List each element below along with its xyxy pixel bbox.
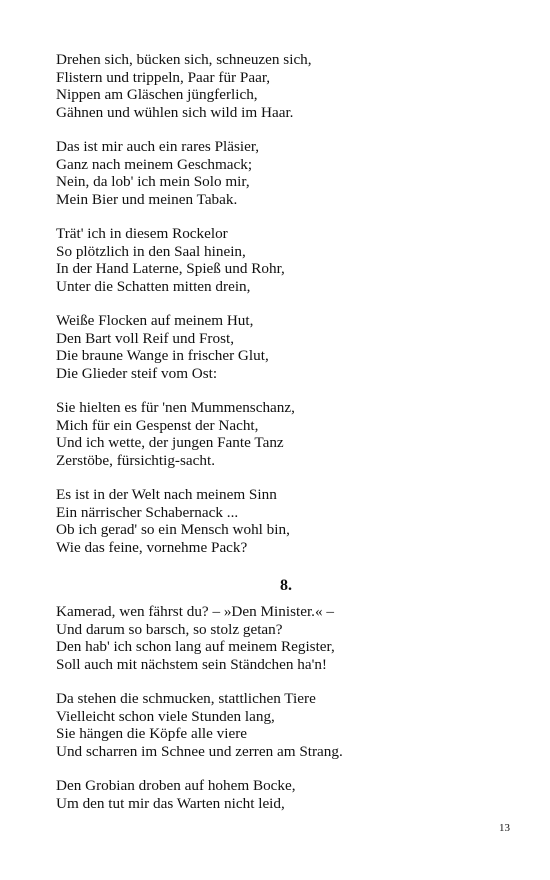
page-number: 13 — [499, 822, 510, 834]
verse-line: Mein Bier und meinen Tabak. — [56, 190, 238, 208]
verse-line: Die Glieder steif vom Ost: — [56, 364, 218, 382]
stanza — [56, 486, 516, 556]
verse-line: Sie hielten es für 'nen Mummenschanz, — [56, 399, 295, 416]
stanza — [56, 225, 516, 295]
poem-text — [56, 51, 516, 829]
verse-line: Das ist mir auch ein rares Pläsier, — [56, 138, 260, 155]
verse-line: Nein, da lob' ich mein Solo mir, — [56, 173, 250, 190]
verse-line: Und scharren im Schnee und zerren am Strang. — [56, 742, 343, 760]
verse-line: Vielleicht schon viele Stunden lang, — [56, 707, 275, 725]
verse-line: Den Bart voll Reif und Frost, — [56, 329, 235, 347]
verse-line: Sie hängen die Köpfe alle viere — [56, 725, 248, 742]
stanza — [56, 312, 516, 382]
verse-line: Um den tut mir das Warten nicht leid, — [56, 794, 285, 812]
stanza — [56, 777, 516, 812]
verse-line: Und darum so barsch, so stolz getan? — [56, 620, 283, 638]
stanza — [56, 690, 516, 760]
stanza — [56, 399, 516, 469]
verse-line: Zerstöbe, fürsichtig-sacht. — [56, 451, 215, 469]
verse-line: Mich für ein Gespenst der Nacht, — [56, 416, 259, 434]
verse-line: Ob ich gerad' so ein Mensch wohl bin, — [56, 521, 290, 538]
verse-line: Soll auch mit nächstem sein Ständchen ha'n! — [56, 655, 327, 673]
verse-line: Unter die Schatten mitten drein, — [56, 277, 251, 295]
section-number-heading: 8. — [280, 577, 292, 594]
verse-line: Es ist in der Welt nach meinem Sinn — [56, 486, 277, 503]
verse-line: Wie das feine, vornehme Pack? — [56, 538, 248, 556]
verse-line: Den Grobian droben auf hohem Bocke, — [56, 777, 296, 794]
verse-line: Trät' ich in diesem Rockelor — [56, 225, 228, 242]
verse-line: Weiße Flocken auf meinem Hut, — [56, 312, 254, 329]
stanza — [56, 138, 516, 208]
verse-line: Nippen am Gläschen jüngferlich, — [56, 86, 258, 103]
verse-line: So plötzlich in den Saal hinein, — [56, 242, 246, 260]
verse-line: Ganz nach meinem Geschmack; — [56, 155, 253, 173]
verse-line: Da stehen die schmucken, stattlichen Tiere — [56, 690, 316, 707]
stanza — [56, 51, 516, 121]
verse-line: In der Hand Laterne, Spieß und Rohr, — [56, 260, 285, 277]
verse-line: Ein närrischer Schabernack ... — [56, 503, 239, 521]
verse-line: Kamerad, wen fährst du? – »Den Minister.« – — [56, 603, 334, 620]
verse-line: Den hab' ich schon lang auf meinem Register, — [56, 638, 335, 655]
verse-line: Und ich wette, der jungen Fante Tanz — [56, 434, 284, 451]
verse-line: Flistern und trippeln, Paar für Paar, — [56, 68, 271, 86]
verse-line: Drehen sich, bücken sich, schneuzen sich, — [56, 51, 312, 68]
verse-line: Gähnen und wühlen sich wild im Haar. — [56, 103, 294, 121]
verse-line: Die braune Wange in frischer Glut, — [56, 347, 269, 364]
stanza — [56, 603, 516, 673]
